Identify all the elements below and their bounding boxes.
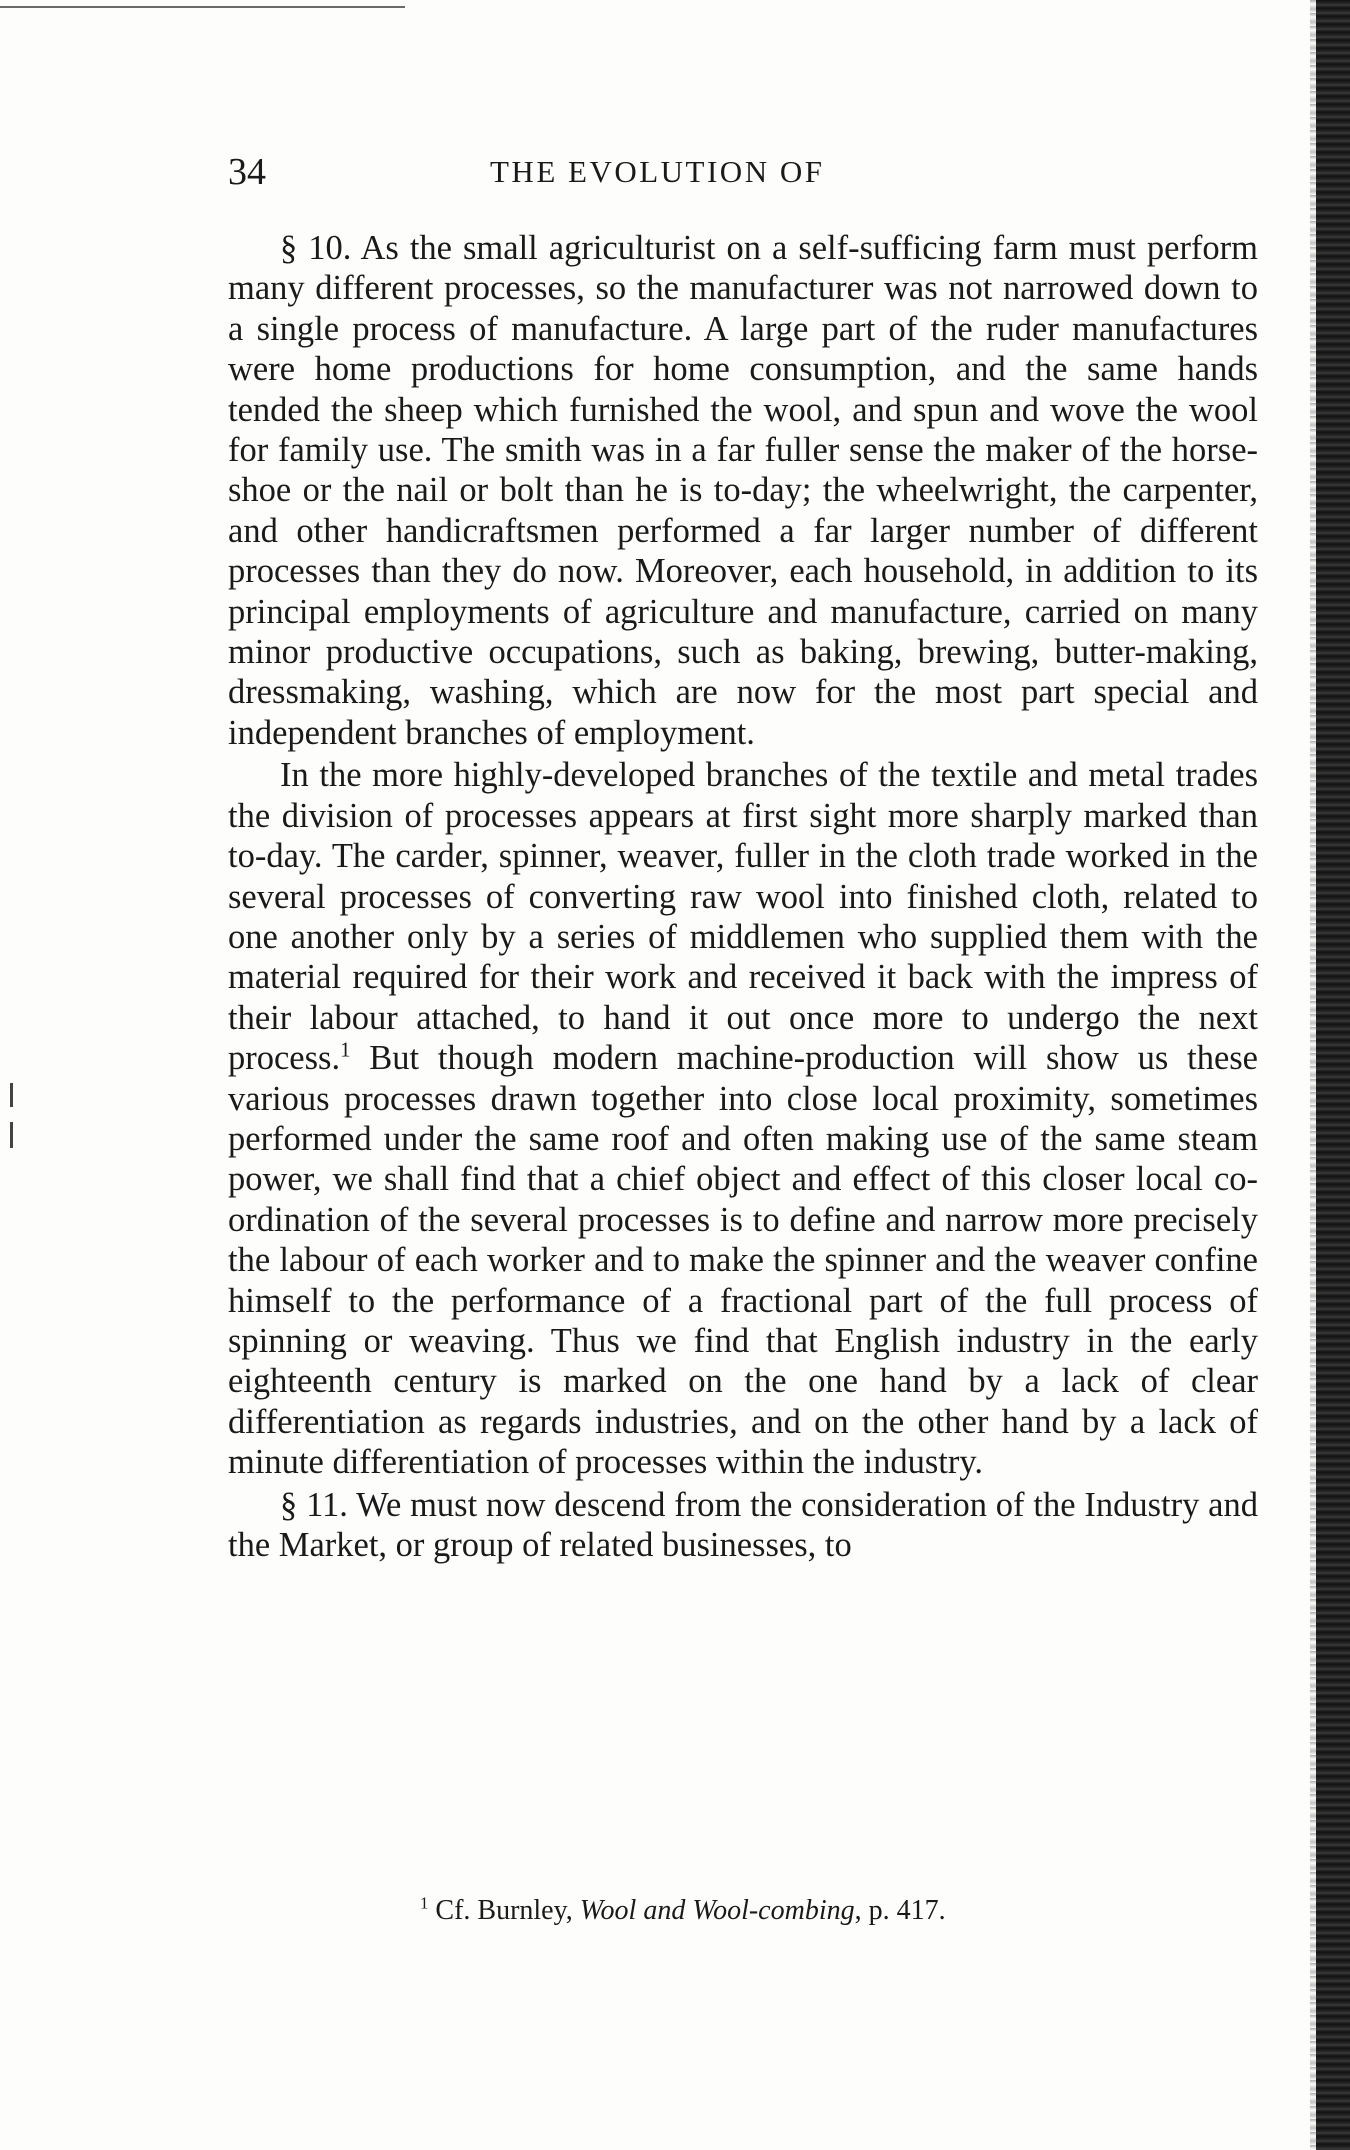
footnote-title: Wool and Wool-combing: [579, 1895, 855, 1926]
running-head: THE EVOLUTION OF: [490, 154, 825, 189]
page-header: [228, 150, 1258, 194]
paragraph-text: But though modern machine-production will show us these various processes drawn together into close local proximity, sometimes performed under the same roof and often making use of the same steam power, we shall find that a chief object and effect of this closer local co-ordination of the several processes is to define and narrow more precisely the labour of each worker and to make the spinner and the weaver confine himself to the performance of a fractional part of the full process of spinning or weaving. Thus we find that English industry in the early eighteenth century is marked on the one hand by a lack of clear differentiation as regards industries, and on the other hand by a lack of minute differentiation of processes within the industry.: [228, 1039, 1258, 1482]
footnote-prefix: Cf. Burnley,: [428, 1895, 580, 1926]
page-edge-fringe: [1310, 0, 1316, 2150]
page-edge-shadow: [1316, 0, 1350, 2150]
paragraph-text: In the more highly-developed branches of the textile and metal trades the division of processes appears at first sight more sharply marked than to-day. The carder, spinner, weaver, fuller in the cloth trade worked in the several processes of converting raw wool into finished cloth, related to one another only by a series of middlemen who supplied them with the material required for their work and received it back with the impress of their labour attached, to hand it out once more to undergo the next process.: [228, 756, 1258, 1078]
top-rule: [0, 6, 405, 8]
page-number: 34: [228, 151, 266, 193]
footnote-suffix: , p. 417.: [854, 1895, 946, 1926]
paragraph-textile-trades: [228, 755, 1258, 1482]
margin-mark: [10, 1083, 13, 1107]
margin-mark: [10, 1122, 13, 1148]
footnote-reference: 1: [340, 1039, 351, 1062]
body-text: [228, 228, 1258, 1565]
paragraph-section-11: § 11. We must now descend from the consideration of the Industry and the Market, or group of related businesses, to: [228, 1485, 1258, 1564]
footnote-marker: 1: [420, 1893, 429, 1913]
paragraph-section-10: § 10. As the small agriculturist on a self-sufficing farm must perform many different processes, so the manufacturer was not narrowed down to a single process of manufacture. A large part of the ruder manufactures were home productions for home consumption, and the same hands tended the sheep which furnished the wool, and spun and wove the wool for family use. The smith was in a far fuller sense the maker of the horse-shoe or the nail or bolt than he is to-day; the wheelwright, the carpenter, and other handicraftsmen performed a far larger number of different processes than they do now. Moreover, each household, in addition to its principal employments of agriculture and manufacture, carried on many minor productive occupations, such as baking, brewing, butter-making, dressmaking, washing, which are now for the most part special and independent branches of employment.: [228, 229, 1258, 752]
footnote: [420, 1893, 1180, 1929]
